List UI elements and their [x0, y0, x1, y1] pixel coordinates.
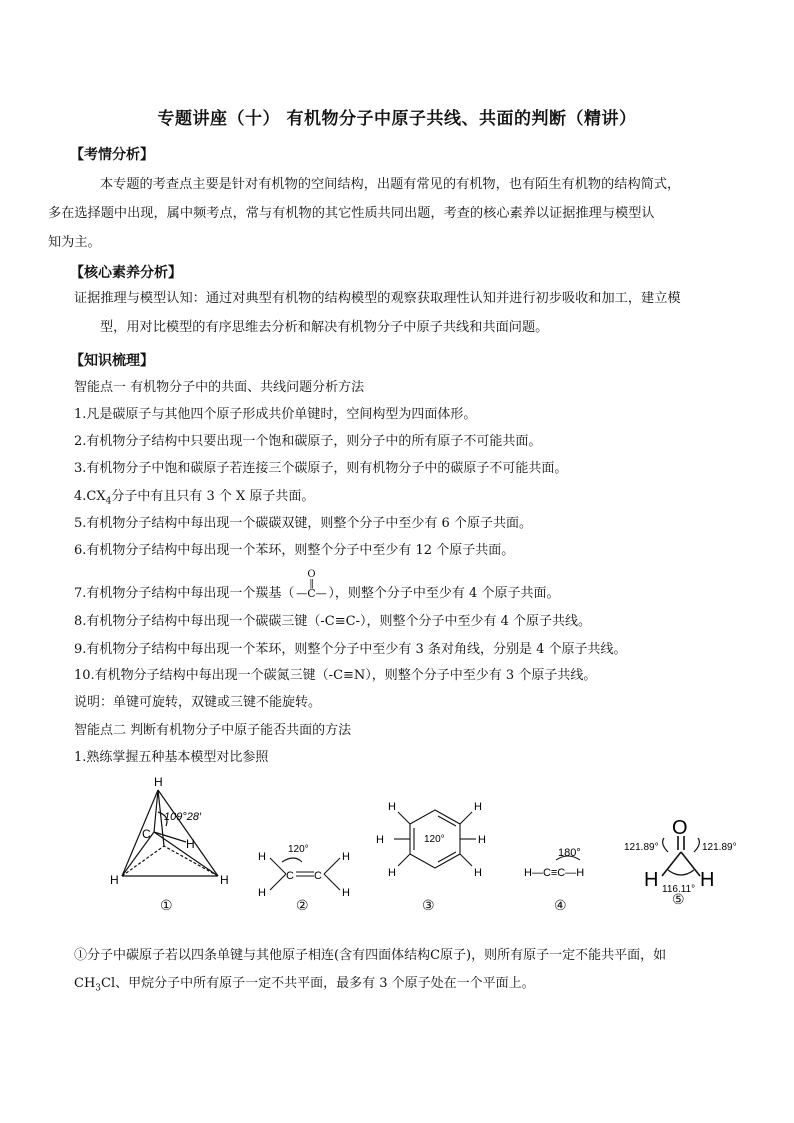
core-line-1: 证据推理与模型认知：通过对典型有机物的结构模型的观察获取理性认知并进行初步吸收和加工，建立模 — [74, 291, 681, 306]
item4-prefix: 4.CX — [74, 489, 106, 504]
note-line-1: ①分子中碳原子若以四条单键与其他原子相连(含有四面体结构C原子)，则所有原子一定不能共平面，如 — [74, 948, 667, 963]
ethylene-c-2: C — [314, 870, 322, 882]
point-2-item-1: 1.熟练掌握五种基本模型对比参照 — [74, 750, 269, 765]
formaldehyde-model — [620, 772, 760, 902]
knowledge-item-3: 3.有机物分子中饱和碳原子若连接三个碳原子，则有机物分子中的碳原子不可能共面。 — [74, 461, 568, 476]
methane-h-mid: H — [186, 837, 195, 851]
core-line-2: 型，用对比模型的有序思维去分析和解决有机物分子中原子共线和共面问题。 — [100, 320, 549, 335]
methane-h-left: H — [110, 873, 119, 887]
knowledge-item-1: 1.凡是碳原子与其他四个原子形成共价单键时，空间构型为四面体形。 — [74, 407, 477, 422]
ethylene-h-3: H — [342, 851, 350, 863]
exam-line-1: 本专题的考查点主要是针对有机物的空间结构，出题有常见的有机物，也有陌生有机物的结构简式， — [100, 177, 681, 192]
point-1-title: 智能点一 有机物分子中的共面、共线问题分析方法 — [74, 380, 365, 395]
benzene-h-3: H — [376, 834, 384, 846]
benzene-h-6: H — [474, 867, 482, 879]
acetylene-angle: 180° — [558, 847, 581, 859]
methane-c: C — [142, 827, 151, 841]
formaldehyde-angle-left: 121.89° — [624, 842, 659, 853]
benzene-h-1: H — [388, 801, 396, 813]
methane-h-right: H — [220, 873, 229, 887]
figure-label-4: ④ — [554, 898, 567, 914]
ethylene-angle: 120° — [288, 844, 309, 855]
figure-label-2: ② — [296, 898, 309, 914]
exam-line-2: 多在选择题中出现，属中频考点，常与有机物的其它性质共同出题，考查的核心素养以证据推理与模型认 — [48, 206, 655, 221]
carbonyl-bond-mark: ‖ — [309, 579, 314, 589]
benzene-model — [370, 772, 500, 900]
methane-h-top: H — [154, 775, 163, 789]
item7-prefix: 7.有机物分子结构中每出现一个羰基（ — [74, 586, 295, 601]
item4-text: 分子中有且只有 3 个 X 原子共面。 — [111, 489, 315, 504]
figure-label-3: ③ — [422, 898, 435, 914]
benzene-angle: 120° — [424, 834, 445, 845]
carbonyl-carbon: —C— — [296, 587, 327, 600]
acetylene-model — [520, 842, 620, 902]
exam-analysis-heading: 【考情分析】 — [70, 147, 154, 163]
figure-label-5: ⑤ — [672, 892, 685, 908]
exam-analysis-paragraph — [48, 170, 724, 257]
knowledge-item-8: 8.有机物分子结构中每出现一个碳碳三键（-C≡C-），则整个分子中至少有 4 个原子共线。 — [74, 614, 592, 629]
knowledge-item-2: 2.有机物分子结构中只要出现一个饱和碳原子，则分子中的所有原子不可能共面。 — [74, 434, 542, 449]
core-literacy-heading: 【核心素养分析】 — [70, 265, 182, 281]
carbonyl-structure — [294, 569, 328, 601]
knowledge-item-6: 6.有机物分子结构中每出现一个苯环，则整个分子中至少有 12 个原子共面。 — [74, 543, 515, 558]
carbonyl-oxygen: O — [307, 569, 316, 580]
note-ch-prefix: CH — [74, 976, 96, 991]
ethylene-c-1: C — [286, 870, 294, 882]
note-line-2 — [74, 972, 535, 994]
formaldehyde-angle-bottom: 116.11° — [662, 884, 696, 895]
benzene-h-5: H — [388, 867, 396, 879]
exam-line-3: 知为主。 — [48, 235, 101, 250]
formaldehyde-angle-right: 121.89° — [702, 842, 737, 853]
knowledge-item-5: 5.有机物分子结构中每出现一个碳碳双键，则整个分子中至少有 6 个原子共面。 — [74, 516, 532, 531]
benzene-h-4: H — [478, 834, 486, 846]
ethylene-h-2: H — [258, 887, 266, 899]
acetylene-formula: H—C≡C—H — [524, 867, 585, 879]
ethylene-h-1: H — [258, 851, 266, 863]
knowledge-heading: 【知识梳理】 — [70, 353, 154, 369]
knowledge-item-4 — [74, 485, 314, 507]
item4-subscript: 4 — [105, 496, 112, 507]
knowledge-note: 说明：单键可旋转，双键或三键不能旋转。 — [74, 695, 322, 710]
note-ch-subscript: 3 — [95, 983, 102, 994]
knowledge-item-10: 10.有机物分子结构中每出现一个碳氮三键（-C≡N），则整个分子中至少有 3 个原子共线。 — [74, 668, 597, 683]
methane-angle: 109°28′ — [164, 811, 202, 823]
benzene-h-2: H — [474, 801, 482, 813]
formaldehyde-h-left: H — [644, 869, 659, 891]
core-literacy-paragraph — [74, 284, 724, 342]
knowledge-item-7 — [74, 569, 560, 601]
note-line-2-text: Cl、甲烷分子中所有原子一定不共平面，最多有 3 个原子处在一个平面上。 — [101, 976, 535, 991]
formaldehyde-h-right: H — [700, 869, 715, 891]
methane-model — [100, 772, 240, 902]
ethylene-h-4: H — [342, 887, 350, 899]
page-title: 专题讲座（十） 有机物分子中原子共线、共面的判断（精讲） — [157, 109, 637, 129]
formaldehyde-o: O — [672, 817, 688, 839]
figure-label-1: ① — [160, 898, 173, 914]
point-2-title: 智能点二 判断有机物分子中原子能否共面的方法 — [74, 723, 352, 738]
knowledge-item-9: 9.有机物分子结构中每出现一个苯环，则整个分子中至少有 3 条对角线，分别是 4 个原子共线。 — [74, 642, 627, 657]
item7-text: ），则整个分子中至少有 4 个原子共面。 — [328, 586, 560, 601]
molecule-models-figure — [100, 772, 760, 922]
